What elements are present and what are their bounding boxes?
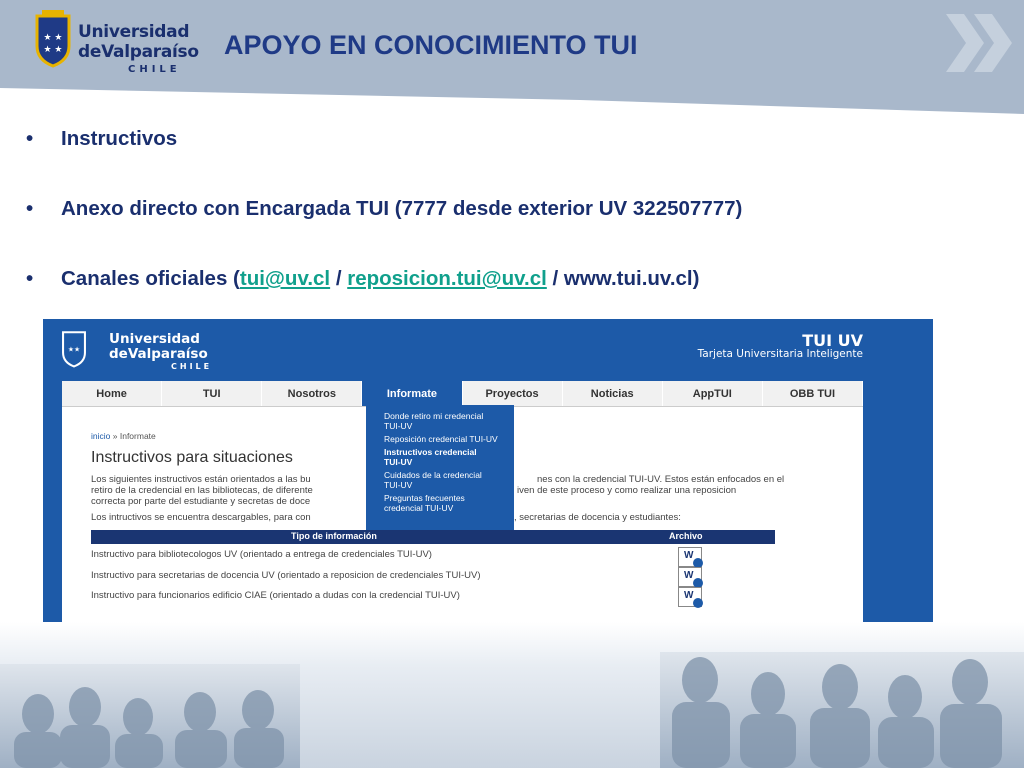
menu-item-preguntas[interactable]: Preguntas frecuentes credencial TUI-UV xyxy=(384,493,465,513)
site-nav xyxy=(62,381,863,407)
breadcrumb: inicio » Informate xyxy=(91,431,156,441)
nav-nosotros[interactable]: Nosotros xyxy=(262,381,362,406)
svg-text:★ ★: ★ ★ xyxy=(43,33,63,43)
site-heading: Instructivos para situaciones xyxy=(91,449,293,466)
logo-line2: deValparaíso xyxy=(78,42,199,62)
slide-title: APOYO EN CONOCIMIENTO TUI xyxy=(224,30,638,60)
bullet-item: • Canales oficiales (tui@uv.cl / reposicion.tui@uv.cl / www.tui.uv.cl) xyxy=(26,267,700,290)
download-icon xyxy=(693,598,703,608)
bullet-suffix: / www.tui.uv.cl) xyxy=(546,267,700,290)
para-line: iven de este proceso y como realizar una reposicion xyxy=(517,485,737,496)
footer-students-photo xyxy=(0,622,1024,768)
double-chevron-icon xyxy=(940,8,1016,78)
nav-proyectos[interactable]: Proyectos xyxy=(463,381,563,406)
table-row: Instructivo para bibliotecologos UV (orientado a entrega de credenciales TUI-UV) xyxy=(91,549,432,560)
informate-dropdown xyxy=(366,405,514,530)
para-line: nes con la credencial TUI-UV. Estos están enfocados en el xyxy=(537,474,785,485)
university-logo xyxy=(34,10,199,80)
bullet-text: Instructivos xyxy=(61,127,178,150)
bullet-list xyxy=(26,124,1006,334)
menu-item-reposicion[interactable]: Reposición credencial TUI-UV xyxy=(384,434,498,444)
menu-item-instructivos[interactable]: Instructivos credencial TUI-UV xyxy=(384,447,477,467)
bullet-sep: / xyxy=(330,267,348,290)
shield-icon xyxy=(61,327,87,369)
site-logo-line3: CHILE xyxy=(171,362,213,371)
para-line: Los intructivos se encuentra descargables, para con xyxy=(91,512,311,523)
header-band xyxy=(0,0,1024,118)
nav-noticias[interactable]: Noticias xyxy=(563,381,663,406)
para-line: , secretarias de docencia y estudiantes: xyxy=(514,512,681,523)
table-header xyxy=(91,530,775,544)
word-file-icon[interactable]: W xyxy=(678,547,702,567)
word-file-icon[interactable]: W xyxy=(678,567,702,587)
nav-tui[interactable]: TUI xyxy=(162,381,262,406)
nav-apptui[interactable]: AppTUI xyxy=(663,381,763,406)
nav-obbtui[interactable]: OBB TUI xyxy=(763,381,863,406)
email-link-tui[interactable]: tui@uv.cl xyxy=(239,267,331,290)
nav-home[interactable]: Home xyxy=(62,381,162,406)
col-tipo: Tipo de información xyxy=(291,531,377,541)
students-photo xyxy=(0,622,1024,768)
nav-informate[interactable]: Informate xyxy=(362,381,462,406)
site-logo-line1: Universidad xyxy=(109,331,200,347)
site-brand-subtitle: Tarjeta Universitaria Inteligente xyxy=(697,348,863,360)
svg-text:★★: ★★ xyxy=(67,345,81,354)
word-file-icon[interactable]: W xyxy=(678,587,702,607)
table-row: Instructivo para funcionarios edificio CIAE (orientado a dudas con la credencial TUI-UV) xyxy=(91,590,460,601)
menu-item-donde-retiro[interactable]: Donde retiro mi credencial TUI-UV xyxy=(384,411,484,431)
bullet-item: • Anexo directo con Encargada TUI (7777 desde exterior UV 322507777) xyxy=(26,194,1006,264)
para-line: correcta por parte del estudiante y secretas de doce xyxy=(91,496,311,507)
website-screenshot xyxy=(43,319,933,626)
bullet-text: Anexo directo con Encargada TUI (7777 desde exterior UV 322507777) xyxy=(61,197,743,220)
breadcrumb-current: Informate xyxy=(119,431,156,441)
logo-line1: Universidad xyxy=(78,22,190,42)
site-logo-line2: deValparaíso xyxy=(109,346,208,362)
site-logo xyxy=(61,325,241,375)
site-page xyxy=(62,381,863,626)
bullet-prefix: Canales oficiales ( xyxy=(61,267,240,290)
shield-icon xyxy=(34,10,72,68)
para-line: Los siguientes instructivos están orientados a las bu xyxy=(91,474,311,485)
table-row: Instructivo para secretarias de docencia UV (orientado a reposicion de credenciales TUI-UV) xyxy=(91,570,481,581)
site-brand-title: TUI UV xyxy=(802,331,863,350)
para-line: retiro de la credencial en las bibliotecas, de diferente xyxy=(91,485,313,496)
svg-text:★ ★: ★ ★ xyxy=(43,45,63,55)
email-link-reposicion[interactable]: reposicion.tui@uv.cl xyxy=(347,267,547,290)
menu-item-cuidados[interactable]: Cuidados de la credencial TUI-UV xyxy=(384,470,482,490)
logo-line3: CHILE xyxy=(128,64,181,75)
col-archivo: Archivo xyxy=(669,531,703,541)
breadcrumb-home[interactable]: inicio xyxy=(91,431,111,441)
bullet-item: • Instructivos xyxy=(26,124,1006,194)
